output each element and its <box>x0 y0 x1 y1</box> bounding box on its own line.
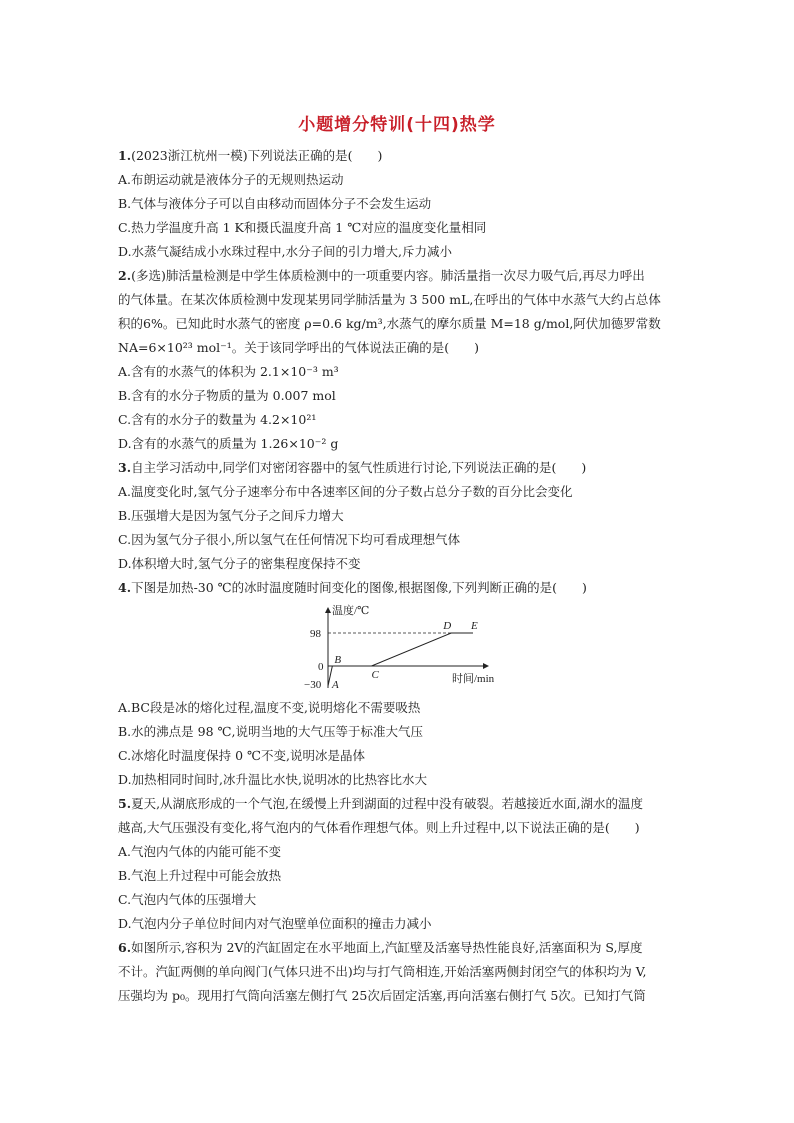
question-3-option-c: C.因为氢气分子很小,所以氢气在任何情况下均可看成理想气体 <box>118 532 461 547</box>
point-label-a: A <box>332 679 339 691</box>
point-label-d: D <box>443 620 452 632</box>
question-3-option-d: D.体积增大时,氢气分子的密集程度保持不变 <box>118 556 361 571</box>
point-label-b: B <box>334 654 342 666</box>
question-number: 2. <box>118 268 132 283</box>
question-2-option-b: B.含有的水分子物质的量为 0.007 mol <box>118 388 336 403</box>
question-4-option-d: D.加热相同时间时,冰升温比水快,说明冰的比热容比水大 <box>118 772 427 787</box>
question-3-stem: 3.自主学习活动中,同学们对密闭容器中的氢气性质进行讨论,下列说法正确的是( ) <box>118 460 587 475</box>
y-tick-minus-30: −30 <box>304 679 322 691</box>
question-number: 5. <box>118 796 132 811</box>
question-4-option-b: B.水的沸点是 98 ℃,说明当地的大气压等于标准大气压 <box>118 724 423 739</box>
question-2-option-d: D.含有的水蒸气的质量为 1.26×10⁻² g <box>118 436 339 451</box>
question-5-option-d: D.气泡内分子单位时间内对气泡壁单位面积的撞击力减小 <box>118 916 432 931</box>
question-2-stem-line-4: NA=6×10²³ mol⁻¹。关于该同学呼出的气体说法正确的是( ) <box>118 340 480 355</box>
question-2-option-a: A.含有的水蒸气的体积为 2.1×10⁻³ m³ <box>118 364 339 379</box>
question-5-option-a: A.气泡内气体的内能可能不变 <box>118 844 282 859</box>
question-1-option-b: B.气体与液体分子可以自由移动而固体分子不会发生运动 <box>118 196 432 211</box>
question-number: 4. <box>118 580 132 595</box>
question-1-option-a: A.布朗运动就是液体分子的无规则热运动 <box>118 172 344 187</box>
x-axis-label: 时间/min <box>452 673 495 685</box>
question-2-stem-line-1: 2.(多选)肺活量检测是中学生体质检测中的一项重要内容。肺活量指一次尽力吸气后,再尽力呼出 <box>118 268 645 283</box>
point-label-e: E <box>471 620 478 632</box>
temperature-time-chart <box>296 600 496 692</box>
question-6-stem-line-1: 6.如图所示,容积为 2V的汽缸固定在水平地面上,汽缸壁及活塞导热性能良好,活塞面积为 S,厚度 <box>118 940 643 955</box>
page-title: 小题增分特训(十四)热学 <box>298 115 496 135</box>
question-number: 6. <box>118 940 132 955</box>
chart-svg <box>296 600 496 692</box>
question-5-option-c: C.气泡内气体的压强增大 <box>118 892 257 907</box>
y-tick-0: 0 <box>318 661 324 673</box>
question-3-option-a: A.温度变化时,氢气分子速率分布中各速率区间的分子数占总分子数的百分比会变化 <box>118 484 573 499</box>
question-3-option-b: B.压强增大是因为氢气分子之间斥力增大 <box>118 508 344 523</box>
point-label-c: C <box>371 669 379 681</box>
question-4-stem: 4.下图是加热-30 ℃的冰时温度随时间变化的图像,根据图像,下列判断正确的是( ) <box>118 580 587 595</box>
question-2-stem-line-2: 的气体量。在某次体质检测中发现某男同学肺活量为 3 500 mL,在呼出的气体中水蒸气大约占总体 <box>118 292 661 307</box>
question-1-stem: 1.(2023浙江杭州一模)下列说法正确的是( ) <box>118 148 383 163</box>
y-tick-98: 98 <box>310 628 321 640</box>
question-4-option-c: C.冰熔化时温度保持 0 ℃不变,说明冰是晶体 <box>118 748 365 763</box>
question-6-stem-line-3: 压强均为 p₀。现用打气筒向活塞左侧打气 25次后固定活塞,再向活塞右侧打气 5次。已知打气筒 <box>118 988 646 1003</box>
question-number: 3. <box>118 460 132 475</box>
question-5-stem-line-1: 5.夏天,从湖底形成的一个气泡,在缓慢上升到湖面的过程中没有破裂。若越接近水面,湖水的温度 <box>118 796 643 811</box>
question-5-stem-line-2: 越高,大气压强没有变化,将气泡内的气体看作理想气体。则上升过程中,以下说法正确的是( ) <box>118 820 640 835</box>
question-2-stem-line-3: 积的6%。已知此时水蒸气的密度 ρ=0.6 kg/m³,水蒸气的摩尔质量 M=18 g/mol,阿伏加德罗常数 <box>118 316 661 331</box>
question-6-stem-line-2: 不计。汽缸两侧的单向阀门(气体只进不出)均与打气筒相连,开始活塞两侧封闭空气的体积均为 V, <box>118 964 647 979</box>
question-2-option-c: C.含有的水分子的数量为 4.2×10²¹ <box>118 412 317 427</box>
question-1-option-d: D.水蒸气凝结成小水珠过程中,水分子间的引力增大,斥力减小 <box>118 244 452 259</box>
y-axis-label: 温度/℃ <box>332 605 370 617</box>
question-4-option-a: A.BC段是冰的熔化过程,温度不变,说明熔化不需要吸热 <box>118 700 421 715</box>
question-number: 1. <box>118 148 132 163</box>
question-1-option-c: C.热力学温度升高 1 K和摄氏温度升高 1 ℃对应的温度变化量相同 <box>118 220 487 235</box>
question-5-option-b: B.气泡上升过程中可能会放热 <box>118 868 282 883</box>
